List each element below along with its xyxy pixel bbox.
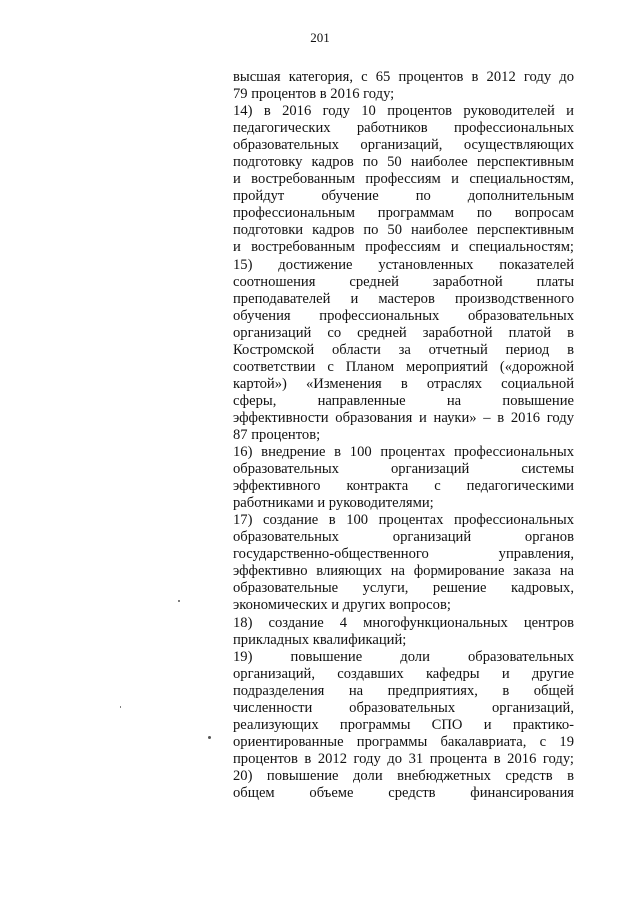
text-line: сферы, направленные на повышение <box>233 392 574 409</box>
text-line: экономических и других вопросов; <box>233 597 451 614</box>
text-line: и востребованным профессиям и специальностям; <box>233 239 574 256</box>
scan-speck <box>178 600 180 602</box>
text-line: и востребованным профессиям и специальностям, <box>233 171 574 188</box>
text-line: преподавателей и мастеров производственного <box>233 290 574 307</box>
text-line: образовательных организаций органов <box>233 529 574 546</box>
page-number: 201 <box>310 30 330 45</box>
text-line: 17) создание в 100 процентах профессиональных <box>233 512 574 529</box>
text-line: реализующих программы СПО и практико- <box>233 716 574 733</box>
text-line: 79 процентов в 2016 году; <box>233 86 395 103</box>
text-line: 14) в 2016 году 10 процентов руководителей и <box>233 103 574 120</box>
scan-speck <box>120 706 121 708</box>
text-line: образовательные услуги, решение кадровых, <box>233 580 574 597</box>
text-line: 87 процентов; <box>233 426 321 443</box>
text-line: общем объеме средств финансирования <box>233 784 574 801</box>
text-line: численности образовательных организаций, <box>233 699 574 716</box>
text-line: процентов в 2012 году до 31 процента в 2016 году; <box>233 750 574 767</box>
text-line: работниками и руководителями; <box>233 495 434 512</box>
scan-speck <box>208 736 211 739</box>
text-line: образовательных организаций системы <box>233 461 574 478</box>
text-line: ориентированные программы бакалавриата, с 19 <box>233 733 574 750</box>
text-line: 16) внедрение в 100 процентах профессиональных <box>233 444 574 461</box>
text-line: организаций со средней заработной платой в <box>233 324 574 341</box>
text-line: 20) повышение доли внебюджетных средств в <box>233 767 574 784</box>
text-line: соотношения средней заработной платы <box>233 273 574 290</box>
text-line: прикладных квалификаций; <box>233 631 407 648</box>
document-body <box>233 69 574 802</box>
text-line: образовательных организаций, осуществляющих <box>233 137 574 154</box>
text-line: подразделения на предприятиях, в общей <box>233 682 574 699</box>
text-line: Костромской области за отчетный период в <box>233 341 574 358</box>
text-line: пройдут обучение по дополнительным <box>233 188 574 205</box>
text-line: картой») «Изменения в отраслях социальной <box>233 375 574 392</box>
text-line: эффективности образования и науки» – в 2016 году <box>233 409 574 426</box>
text-line: 15) достижение установленных показателей <box>233 256 574 273</box>
text-line: организаций, создавших кафедры и другие <box>233 665 574 682</box>
text-line: педагогических работников профессиональных <box>233 120 574 137</box>
text-line: эффективно влияющих на формирование заказа на <box>233 563 574 580</box>
text-line: эффективного контракта с педагогическими <box>233 478 574 495</box>
text-line: профессиональным программам по вопросам <box>233 205 574 222</box>
text-line: соответствии с Планом мероприятий («дорожной <box>233 358 574 375</box>
text-line: государственно-общественного управления, <box>233 546 574 563</box>
text-line: подготовку кадров по 50 наиболее перспективным <box>233 154 574 171</box>
text-line: 19) повышение доли образовательных <box>233 648 574 665</box>
text-line: подготовки кадров по 50 наиболее перспективным <box>233 222 574 239</box>
text-line: обучения профессиональных образовательных <box>233 307 574 324</box>
text-line: высшая категория, с 65 процентов в 2012 году до <box>233 69 574 85</box>
text-line: 18) создание 4 многофункциональных центров <box>233 614 574 631</box>
